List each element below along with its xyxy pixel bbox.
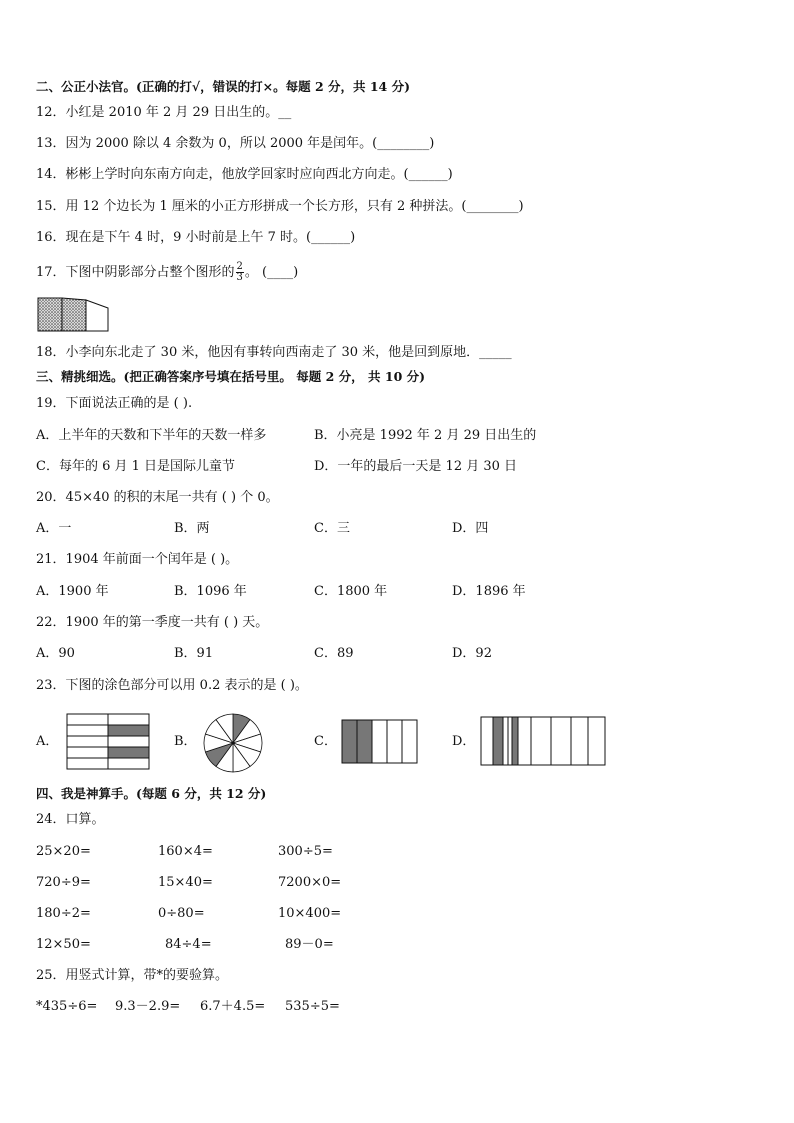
vertical-calc-item: 535÷5= bbox=[285, 999, 340, 1014]
question-13: 13．因为 2000 除以 4 余数为 0，所以 2000 年是闰年。(________) bbox=[36, 136, 435, 151]
question-23: 23．下图的涂色部分可以用 0.2 表示的是 ( )。 bbox=[36, 678, 308, 693]
q17-shaded-part-2 bbox=[62, 298, 86, 331]
calc-item: 180÷2= bbox=[36, 906, 91, 921]
calc-item: 160×4= bbox=[158, 844, 213, 859]
option-21-b: B．1096 年 bbox=[174, 584, 247, 599]
question-15: 15．用 12 个边长为 1 厘米的小正方形拼成一个长方形，只有 2 种拼法。(________) bbox=[36, 199, 524, 214]
option-21-d: D．1896 年 bbox=[452, 584, 526, 599]
q17-shaded-part-1 bbox=[38, 298, 62, 331]
question-17-blank: 。 (____) bbox=[244, 265, 299, 280]
vertical-calc-item: 9.3－2.9= bbox=[115, 999, 181, 1014]
option-20-c: C．三 bbox=[314, 521, 350, 536]
option-23-b: B． bbox=[174, 734, 197, 749]
fraction-denominator: 3 bbox=[236, 272, 243, 283]
question-22: 22．1900 年的第一季度一共有 ( ) 天。 bbox=[36, 615, 269, 630]
option-23-a: A． bbox=[36, 734, 59, 749]
option-23-d: D． bbox=[452, 734, 476, 749]
option-21-c: C．1800 年 bbox=[314, 584, 388, 599]
question-17-text: 17．下图中阴影部分占整个图形的 bbox=[36, 265, 235, 280]
calc-item: 12×50= bbox=[36, 937, 91, 952]
option-20-a: A．一 bbox=[36, 521, 72, 536]
section-title-3: 三、精挑细选。(把正确答案序号填在括号里。 每题 2 分， 共 10 分) bbox=[36, 369, 426, 384]
calc-item: 25×20= bbox=[36, 844, 91, 859]
calc-item: 7200×0= bbox=[278, 875, 342, 890]
option-22-c: C．89 bbox=[314, 646, 354, 661]
vertical-calc-item: 6.7＋4.5= bbox=[200, 999, 266, 1014]
question-16: 16．现在是下午 4 时，9 小时前是上午 7 时。(______) bbox=[36, 230, 356, 245]
option-20-d: D．四 bbox=[452, 521, 489, 536]
fraction bbox=[236, 262, 244, 283]
question-24: 24．口算。 bbox=[36, 812, 105, 827]
calc-item: 89－0= bbox=[285, 937, 334, 952]
option-19-d: D．一年的最后一天是 12 月 30 日 bbox=[314, 459, 518, 474]
calc-item: 300÷5= bbox=[278, 844, 333, 859]
question-18: 18．小李向东北走了 30 米，他因有事转向西南走了 30 米，他是回到原地．_____ bbox=[36, 345, 512, 360]
fraction-numerator: 2 bbox=[236, 261, 243, 272]
question-25: 25．用竖式计算，带*的要验算。 bbox=[36, 968, 229, 983]
q23-figure-d bbox=[480, 716, 608, 768]
section-title-2: 二、公正小法官。(正确的打√，错误的打×。每题 2 分，共 14 分) bbox=[36, 79, 411, 94]
option-19-a: A．上半年的天数和下半年的天数一样多 bbox=[36, 428, 267, 443]
option-22-b: B．91 bbox=[174, 646, 214, 661]
question-19: 19．下面说法正确的是 ( ). bbox=[36, 396, 193, 411]
question-21: 21．1904 年前面一个闰年是 ( )。 bbox=[36, 552, 239, 567]
question-14: 14．彬彬上学时向东南方向走，他放学回家时应向西北方向走。(______) bbox=[36, 167, 453, 182]
vertical-calc-item: *435÷6= bbox=[36, 999, 98, 1014]
option-19-b: B．小亮是 1992 年 2 月 29 日出生的 bbox=[314, 428, 537, 443]
option-22-d: D．92 bbox=[452, 646, 492, 661]
option-21-a: A．1900 年 bbox=[36, 584, 109, 599]
q23-figure-a bbox=[66, 713, 152, 771]
q23-figure-b bbox=[202, 712, 264, 774]
calc-item: 720÷9= bbox=[36, 875, 91, 890]
calc-item: 15×40= bbox=[158, 875, 213, 890]
q17-blank-part bbox=[86, 300, 108, 331]
option-22-a: A．90 bbox=[36, 646, 75, 661]
option-20-b: B．两 bbox=[174, 521, 210, 536]
section-title-4: 四、我是神算手。(每题 6 分，共 12 分) bbox=[36, 786, 267, 801]
option-23-c: C． bbox=[314, 734, 337, 749]
question-12: 12．小红是 2010 年 2 月 29 日出生的。__ bbox=[36, 105, 292, 120]
q17-figure bbox=[36, 296, 114, 336]
q23-figure-c bbox=[341, 719, 421, 765]
question-20: 20．45×40 的积的末尾一共有 ( ) 个 0。 bbox=[36, 490, 279, 505]
calc-item: 84÷4= bbox=[165, 937, 212, 952]
question-17 bbox=[36, 262, 298, 283]
option-19-c: C．每年的 6 月 1 日是国际儿童节 bbox=[36, 459, 236, 474]
calc-item: 10×400= bbox=[278, 906, 342, 921]
calc-item: 0÷80= bbox=[158, 906, 205, 921]
